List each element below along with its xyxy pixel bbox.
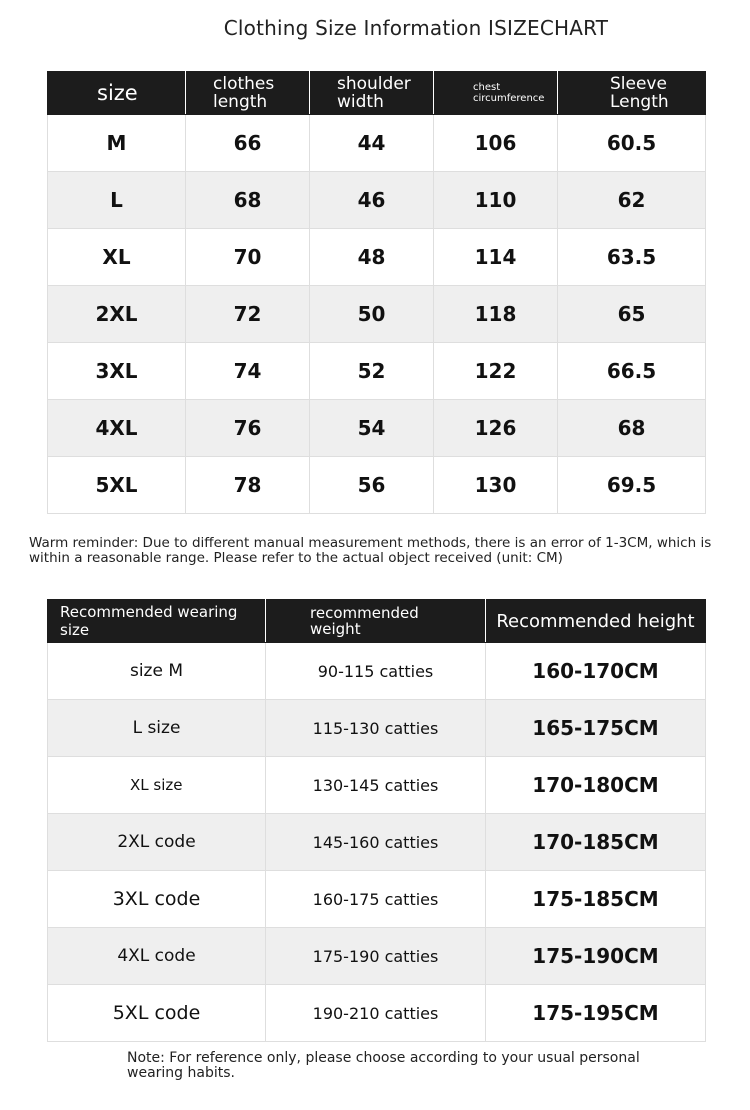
rec-height-cell: 160-170CM (486, 643, 706, 700)
rec-size-cell: 5XL code (48, 985, 266, 1042)
rec-weight-cell: 190-210 catties (266, 985, 486, 1042)
header-sleeve-length: Sleeve Length (558, 72, 706, 115)
size-cell: 4XL (48, 400, 186, 457)
rec-weight-cell: 145-160 catties (266, 814, 486, 871)
rec-height-cell: 175-195CM (486, 985, 706, 1042)
clothes-length-cell: 66 (186, 115, 310, 172)
table-row (48, 172, 706, 229)
rec-height-cell: 165-175CM (486, 700, 706, 757)
table-row (48, 814, 706, 871)
chest-cell: 130 (434, 457, 558, 514)
sleeve-length-cell: 63.5 (558, 229, 706, 286)
table-row (48, 928, 706, 985)
size-chart-header-row (48, 72, 706, 115)
rec-weight-cell: 130-145 catties (266, 757, 486, 814)
size-cell: XL (48, 229, 186, 286)
table-row (48, 871, 706, 928)
rec-weight-cell: 175-190 catties (266, 928, 486, 985)
shoulder-width-cell: 44 (310, 115, 434, 172)
header-recommended-weight: recommended weight (266, 600, 486, 643)
clothes-length-cell: 76 (186, 400, 310, 457)
rec-size-cell: L size (48, 700, 266, 757)
rec-size-cell: XL size (48, 757, 266, 814)
size-cell: 5XL (48, 457, 186, 514)
rec-height-cell: 175-190CM (486, 928, 706, 985)
sleeve-length-cell: 69.5 (558, 457, 706, 514)
clothes-length-cell: 70 (186, 229, 310, 286)
header-chest-circumference: chest circumference (434, 72, 558, 115)
sleeve-length-cell: 62 (558, 172, 706, 229)
header-clothes-length: clothes length (186, 72, 310, 115)
page-title: Clothing Size Information ISIZECHART (223, 16, 609, 40)
clothes-length-cell: 74 (186, 343, 310, 400)
rec-weight-cell: 115-130 catties (266, 700, 486, 757)
rec-height-cell: 170-185CM (486, 814, 706, 871)
chest-cell: 114 (434, 229, 558, 286)
size-cell: 3XL (48, 343, 186, 400)
table-row (48, 757, 706, 814)
sleeve-length-cell: 60.5 (558, 115, 706, 172)
shoulder-width-cell: 56 (310, 457, 434, 514)
table-row (48, 229, 706, 286)
header-size: size (48, 72, 186, 115)
chest-cell: 110 (434, 172, 558, 229)
clothes-length-cell: 72 (186, 286, 310, 343)
rec-size-cell: 2XL code (48, 814, 266, 871)
size-cell: 2XL (48, 286, 186, 343)
header-recommended-height: Recommended height (486, 600, 706, 643)
shoulder-width-cell: 54 (310, 400, 434, 457)
recommendation-header-row (48, 600, 706, 643)
sleeve-length-cell: 66.5 (558, 343, 706, 400)
shoulder-width-cell: 52 (310, 343, 434, 400)
sleeve-length-cell: 68 (558, 400, 706, 457)
table-row (48, 985, 706, 1042)
table-row (48, 700, 706, 757)
chest-cell: 106 (434, 115, 558, 172)
size-chart-table (47, 71, 706, 514)
table-row (48, 115, 706, 172)
rec-height-cell: 170-180CM (486, 757, 706, 814)
shoulder-width-cell: 48 (310, 229, 434, 286)
rec-weight-cell: 90-115 catties (266, 643, 486, 700)
clothes-length-cell: 78 (186, 457, 310, 514)
warm-reminder-text: Warm reminder: Due to different manual measurement methods, there is an error of 1-3CM, which is within a reasonable range. Please refer to the actual object received (unit: CM) (29, 535, 712, 566)
recommendation-table (47, 599, 706, 1042)
table-row (48, 457, 706, 514)
rec-size-cell: 4XL code (48, 928, 266, 985)
table-row (48, 286, 706, 343)
rec-size-cell: 3XL code (48, 871, 266, 928)
header-recommended-size: Recommended wearing size (48, 600, 266, 643)
clothes-length-cell: 68 (186, 172, 310, 229)
table-row (48, 343, 706, 400)
chest-cell: 122 (434, 343, 558, 400)
rec-height-cell: 175-185CM (486, 871, 706, 928)
chest-cell: 126 (434, 400, 558, 457)
reference-note: Note: For reference only, please choose according to your usual personal wearing habits. (127, 1050, 640, 1081)
table-row (48, 400, 706, 457)
chest-cell: 118 (434, 286, 558, 343)
table-row (48, 643, 706, 700)
shoulder-width-cell: 46 (310, 172, 434, 229)
rec-size-cell: size M (48, 643, 266, 700)
rec-weight-cell: 160-175 catties (266, 871, 486, 928)
header-shoulder-width: shoulder width (310, 72, 434, 115)
shoulder-width-cell: 50 (310, 286, 434, 343)
size-cell: L (48, 172, 186, 229)
size-cell: M (48, 115, 186, 172)
sleeve-length-cell: 65 (558, 286, 706, 343)
